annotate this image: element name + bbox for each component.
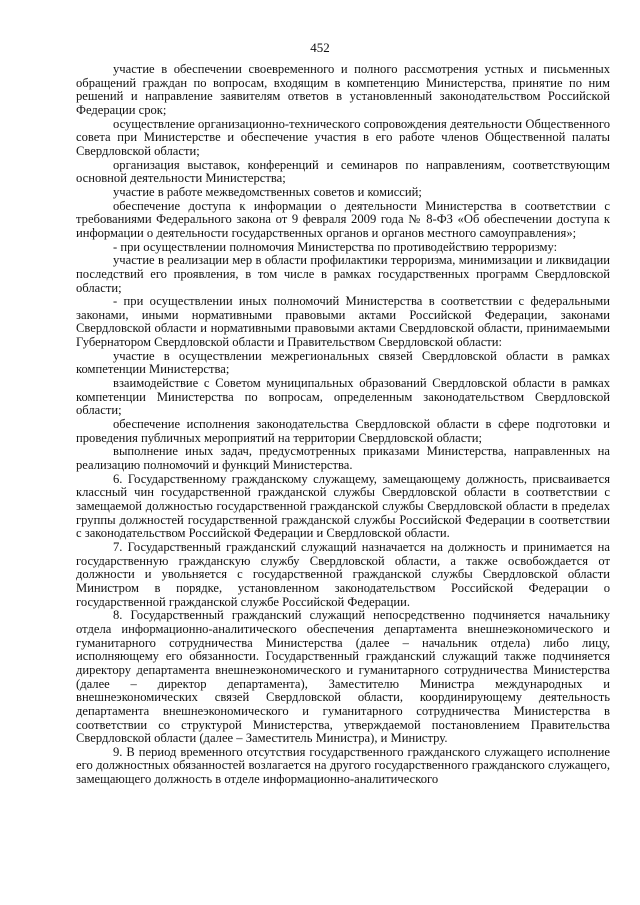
paragraph: обеспечение исполнения законодательства Свердловской области в сфере подготовки и проведения публичных мероприятий на территории Свердловской области; [76, 417, 610, 445]
paragraph: организация выставок, конференций и семинаров по направлениям, соответствующим основной деятельности Министерства; [76, 157, 610, 186]
page-number: 452 [310, 40, 330, 55]
paragraph: выполнение иных задач, предусмотренных приказами Министерства, направленных на реализацию полномочий и функций Министерства. [76, 444, 610, 473]
paragraph: взаимодействие с Советом муниципальных образований Свердловской области в рамках компетенции Министерства по вопросам, определенным законодательством Свердловской области; [76, 376, 610, 418]
paragraph: 9. В период временного отсутствия государственного гражданского служащего исполнение его должностных обязанностей возлагается на другого государственного гражданского служащего, замещающего должность в отделе информационно-аналитического [76, 744, 610, 787]
paragraph: участие в реализации мер в области профилактики терроризма, минимизации и ликвидации последствий его проявления, в том числе в рамках государственных программ Свердловской области; [76, 253, 610, 295]
paragraph: - при осуществлении иных полномочий Министерства в соответствии с федеральными законами, иными нормативными правовыми актами Российской Федерации, законами Свердловской области и нормативными правовыми актами Свердловской области, принимаемыми Губернатором Свердловской области и Правительством Свердловской области: [76, 294, 610, 350]
paragraph: - при осуществлении полномочия Министерства по противодействию терроризму: [113, 239, 558, 254]
paragraph: осуществление организационно-технического сопровождения деятельности Общественного совета при Министерстве и обеспечение участия в его работе членов Общественной палаты Свердловской области; [76, 116, 610, 158]
paragraph: участие в работе межведомственных советов и комиссий; [113, 184, 422, 199]
paragraph: участие в обеспечении своевременного и полного рассмотрения устных и письменных обращений граждан по вопросам, входящим в компетенцию Министерства, принятие по ним решений и направление заявителям ответов в установленный законодательством Российской Федерации срок; [76, 62, 610, 117]
paragraph: 6. Государственному гражданскому служащему, замещающему должность, присваивается классный чин государственной гражданской службы Свердловской области в соответствии с замещаемой должностью государственной гражданской службы Свердловской области в пределах группы должностей государственной гражданской службы Российской Федерации в соответствии с законодательством Российской Федерации и Свердловской области. [76, 471, 610, 541]
paragraph: участие в осуществлении межрегиональных связей Свердловской области в рамках компетенции Министерства; [76, 348, 610, 377]
paragraph: 8. Государственный гражданский служащий непосредственно подчиняется начальнику отдела информационно-аналитического обеспечения департамента внешнеэкономического и гуманитарного сотрудничества Министерства (далее – начальник отдела) либо лицу, исполняющему его обязанности. Государственный гражданский служащий также подчиняется директору департамента внешнеэкономического и гуманитарного сотрудничества Министерства (далее – директор департамента), Заместителю Министра международных и внешнеэкономических связей Свердловской области, координирующему деятельность департамента внешнеэкономического и гуманитарного сотрудничества Министерства в соответствии со структурой Министерства, утверждаемой постановлением Правительства Свердловской области (далее – Заместитель Министра), и Министру. [76, 608, 610, 746]
paragraph: 7. Государственный гражданский служащий назначается на должность и принимается на государственную гражданскую службу Свердловской области, а также освобождается от должности и увольняется с государственной гражданской службы Свердловской области Министром в порядке, установленном законодательством Российской Федерации о государственной гражданской службе Российской Федерации. [76, 539, 610, 609]
paragraph: обеспечение доступа к информации о деятельности Министерства в соответствии с требованиями Федерального закона от 9 февраля 2009 года № 8-ФЗ «Об обеспечении доступа к информации о деятельности государственных органов и органов местного самоуправления»; [76, 198, 610, 240]
document-body [76, 63, 610, 787]
